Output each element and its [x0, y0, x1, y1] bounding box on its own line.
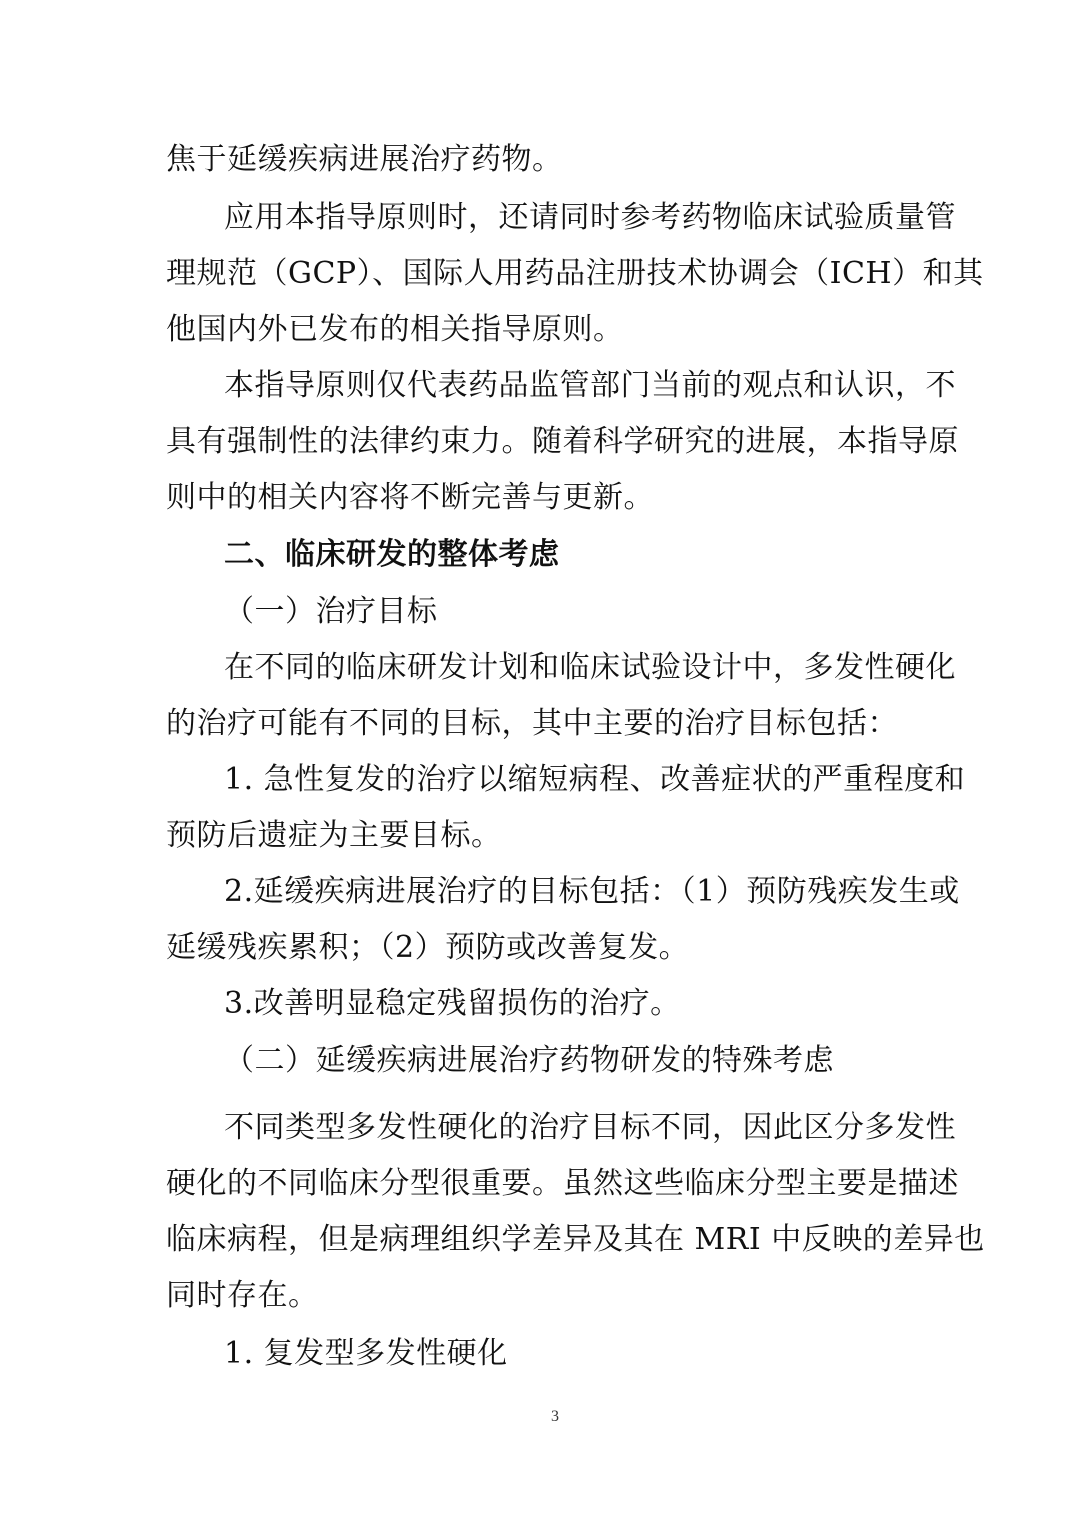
text-line: 不同类型多发性硬化的治疗目标不同，因此区分多发性	[224, 1110, 956, 1145]
list-item: 1. 急性复发的治疗以缩短病程、改善症状的严重程度和	[224, 762, 966, 797]
text-line: 具有强制性的法律约束力。随着科学研究的进展，本指导原	[166, 424, 959, 459]
text-line: 本指导原则仅代表药品监管部门当前的观点和认识，不	[224, 368, 956, 403]
text-line: 他国内外已发布的相关指导原则。	[166, 312, 624, 347]
text-line: 硬化的不同临床分型很重要。虽然这些临床分型主要是描述	[166, 1166, 959, 1201]
section-heading: 二、临床研发的整体考虑	[224, 537, 560, 572]
text-line: 在不同的临床研发计划和临床试验设计中，多发性硬化	[224, 650, 956, 685]
text-line: 的治疗可能有不同的目标，其中主要的治疗目标包括：	[166, 706, 898, 741]
subsection-heading: （二）延缓疾病进展治疗药物研发的特殊考虑	[224, 1043, 834, 1078]
list-item: 3.改善明显稳定残留损伤的治疗。	[224, 986, 681, 1021]
list-item: 2.延缓疾病进展治疗的目标包括：（1）预防残疾发生或	[224, 874, 960, 909]
subsection-heading: （一）治疗目标	[224, 594, 438, 629]
text-line: 同时存在。	[166, 1278, 319, 1313]
text-line: 应用本指导原则时，还请同时参考药物临床试验质量管	[224, 200, 956, 235]
text-line: 临床病程，但是病理组织学差异及其在 MRI 中反映的差异也	[166, 1222, 985, 1257]
text-line: 则中的相关内容将不断完善与更新。	[166, 480, 654, 515]
list-item: 1. 复发型多发性硬化	[224, 1336, 508, 1371]
text-line: 预防后遗症为主要目标。	[166, 818, 502, 853]
text-line: 焦于延缓疾病进展治疗药物。	[166, 142, 563, 177]
page-number: 3	[551, 1408, 559, 1425]
text-line: 理规范（GCP）、国际人用药品注册技术协调会（ICH）和其	[166, 256, 984, 291]
text-line: 延缓残疾累积；（2）预防或改善复发。	[166, 930, 690, 965]
